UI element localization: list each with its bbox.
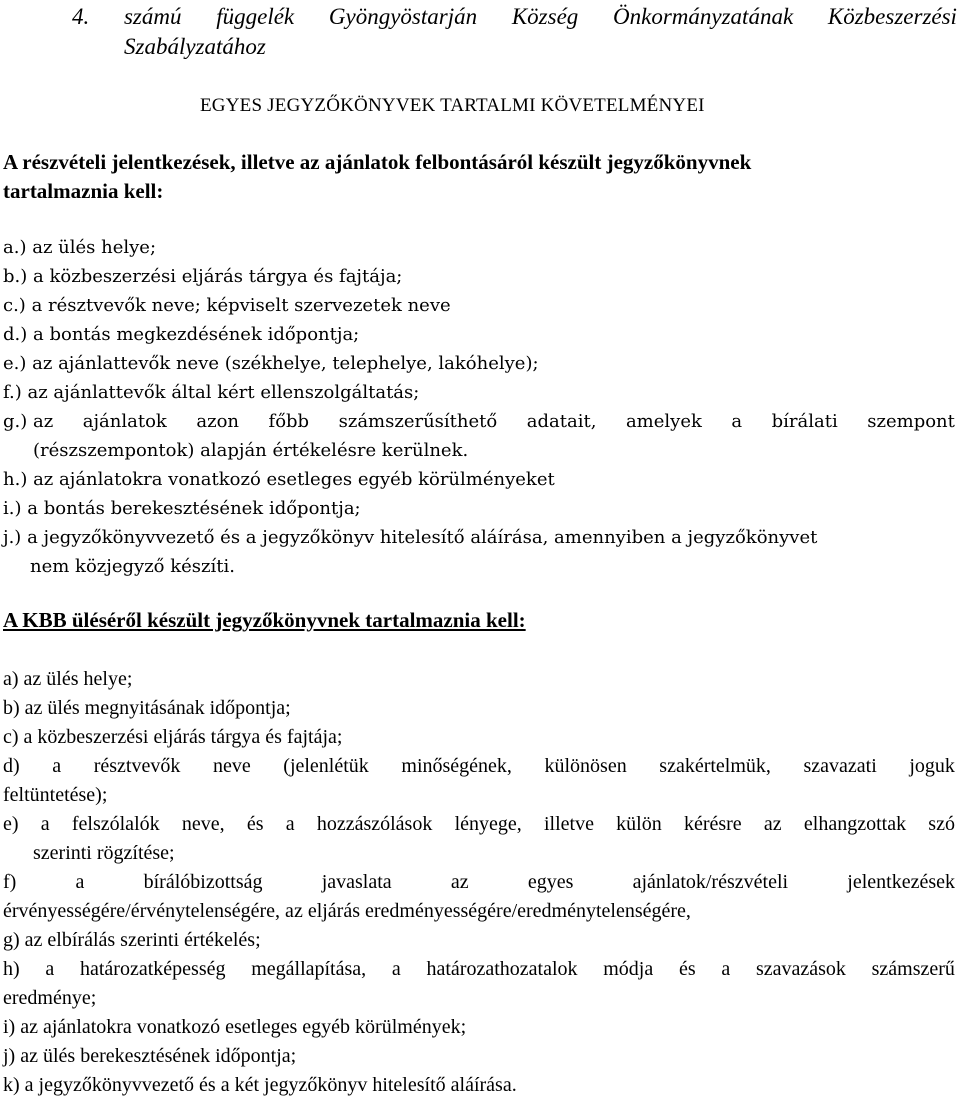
word: javaslata — [321, 871, 392, 893]
list-text-justified — [33, 407, 955, 436]
list-text-continued: (részszempontok) alapján értékelésre kerülnek. — [33, 440, 469, 461]
word: ajánlatok — [82, 411, 167, 432]
list-text-justified — [3, 955, 955, 984]
list-text-justified — [3, 752, 955, 781]
word: szavazati — [803, 755, 877, 777]
section1-intro — [3, 148, 955, 206]
word: az — [33, 411, 54, 432]
word: adatait, — [526, 411, 597, 432]
word: és — [246, 813, 264, 835]
list-text: az ajánlatokra vonatkozó esetleges egyéb körülményeket — [33, 469, 555, 490]
list-item — [3, 465, 955, 494]
word: amelyek — [625, 411, 702, 432]
word: főbb — [268, 411, 310, 432]
list-text-justified — [3, 810, 955, 839]
list-marker: f.) — [3, 382, 22, 403]
list-item: b) az ülés megnyitásának időpontja; — [3, 697, 291, 719]
word: (jelenlétük — [283, 755, 369, 777]
word: módja — [603, 958, 654, 980]
list-text-continued: feltüntetése); — [3, 784, 108, 806]
list-item: i) az ajánlatokra vonatkozó esetleges egyéb körülmények; — [3, 1016, 467, 1038]
list-text-continued: szerinti rögzítése; — [33, 842, 175, 864]
word: határozatképesség — [80, 958, 226, 980]
list-marker: g.) — [3, 411, 28, 432]
word: a — [52, 755, 62, 777]
list-item — [3, 810, 955, 868]
header-word: Község — [511, 4, 579, 29]
header-word: Közbeszerzési — [827, 4, 957, 29]
word: kérésre — [683, 813, 742, 835]
list-item — [3, 407, 955, 465]
word: szakértelmük, — [659, 755, 771, 777]
word: a — [40, 813, 50, 835]
list-item — [3, 349, 955, 378]
word: f) — [3, 871, 17, 893]
word: résztvevők — [93, 755, 181, 777]
section1-intro-line2: tartalmaznia kell: — [3, 179, 164, 203]
list-marker: h.) — [3, 469, 28, 490]
list-text: az ajánlattevők által kért ellenszolgáltatás; — [27, 382, 420, 403]
list-text-justified — [3, 868, 955, 897]
word: bírálati — [771, 411, 838, 432]
word: d) — [3, 755, 20, 777]
list-item — [3, 262, 955, 291]
list-item: a) az ülés helye; — [3, 668, 133, 690]
appendix-header-line2: Szabályzatához — [124, 34, 266, 59]
list-item: g) az elbírálás szerinti értékelés; — [3, 929, 261, 951]
word: szempont — [867, 411, 955, 432]
word: szavazások — [755, 958, 846, 980]
list-item: c) a közbeszerzési eljárás tárgya és fajtája; — [3, 726, 343, 748]
list-item — [3, 494, 955, 523]
word: e) — [3, 813, 19, 835]
section2-heading: A KBB üléséről készült jegyzőkönyvnek tartalmaznia kell: — [3, 608, 526, 632]
list-text-continued: érvényességére/érvénytelenségére, az eljárás eredményességére/eredménytelenségére, — [3, 900, 691, 922]
word: a — [721, 958, 731, 980]
list-text-continued: eredménye; — [3, 987, 97, 1009]
word: minőségének, — [401, 755, 512, 777]
word: lényege, — [454, 813, 522, 835]
word: felszólalók — [71, 813, 160, 835]
list-text: a közbeszerzési eljárás tárgya és fajtája; — [33, 266, 403, 287]
header-word: Önkormányzatának — [613, 4, 794, 29]
word: a — [391, 958, 401, 980]
word: megállapítása, — [251, 958, 367, 980]
list-text: a jegyzőkönyvvezető és a jegyzőkönyv hitelesítő aláírása, amennyiben a jegyzőkönyvet — [27, 527, 818, 548]
word: a — [75, 871, 85, 893]
word: külön — [616, 813, 662, 835]
list-item — [3, 955, 955, 1013]
list-text: a bontás berekesztésének időpontja; — [27, 498, 361, 519]
header-word: 4. — [72, 4, 90, 29]
list-text: az ülés helye; — [32, 237, 157, 258]
word: az — [763, 813, 782, 835]
list-text: az ajánlattevők neve (székhelye, telephelye, lakóhelye); — [32, 353, 539, 374]
list-item — [3, 868, 955, 926]
list-text: a résztvevők neve; képviselt szervezetek neve — [31, 295, 451, 316]
list-item — [3, 320, 955, 349]
word: joguk — [909, 755, 955, 777]
list-text-continued: nem közjegyző készíti. — [30, 556, 235, 577]
word: neve — [212, 755, 251, 777]
list-item — [3, 752, 955, 810]
list-item — [3, 378, 955, 407]
word: ajánlatok/részvételi — [632, 871, 789, 893]
word: neve, — [181, 813, 225, 835]
word: egyes — [527, 871, 574, 893]
list-item-g-line1 — [3, 407, 955, 436]
list-item — [3, 233, 955, 262]
header-word: függelék — [216, 4, 295, 29]
word: elhangzottak — [803, 813, 907, 835]
list-item — [3, 523, 955, 581]
word: határozathozatalok — [426, 958, 578, 980]
word: jelentkezések — [847, 871, 955, 893]
section1-heading: EGYES JEGYZŐKÖNYVEK TARTALMI KÖVETELMÉNYEI — [200, 95, 705, 116]
section2-list — [3, 665, 955, 1100]
word: szó — [928, 813, 955, 835]
list-marker: c.) — [3, 295, 26, 316]
section1-list — [3, 233, 955, 581]
section1-intro-line1: A részvételi jelentkezések, illetve az ajánlatok felbontásáról készült jegyzőkönyvnek — [3, 150, 752, 174]
list-marker: i.) — [3, 498, 22, 519]
list-item: j) az ülés berekesztésének időpontja; — [3, 1045, 297, 1067]
word: bírálóbizottság — [143, 871, 263, 893]
appendix-header-line1 — [72, 2, 957, 32]
list-marker: b.) — [3, 266, 28, 287]
word: azon — [196, 411, 240, 432]
appendix-header — [72, 2, 957, 62]
list-marker: d.) — [3, 324, 28, 345]
word: különösen — [544, 755, 627, 777]
word: számszerű — [871, 958, 955, 980]
header-word: Gyöngyöstarján — [328, 4, 478, 29]
list-marker: j.) — [3, 527, 22, 548]
word: a — [45, 958, 55, 980]
word: a — [285, 813, 295, 835]
word: számszerűsíthető — [338, 411, 498, 432]
list-item — [3, 291, 955, 320]
list-marker: e.) — [3, 353, 27, 374]
list-text: a bontás megkezdésének időpontja; — [33, 324, 360, 345]
word: az — [450, 871, 469, 893]
word: és — [678, 958, 696, 980]
list-marker: a.) — [3, 237, 27, 258]
word: h) — [3, 958, 20, 980]
header-word: számú — [123, 4, 182, 29]
list-item: k) a jegyzőkönyvvezető és a két jegyzőkönyv hitelesítő aláírása. — [3, 1074, 517, 1096]
word: hozzászólások — [316, 813, 433, 835]
word: a — [731, 411, 743, 432]
word: illetve — [543, 813, 594, 835]
